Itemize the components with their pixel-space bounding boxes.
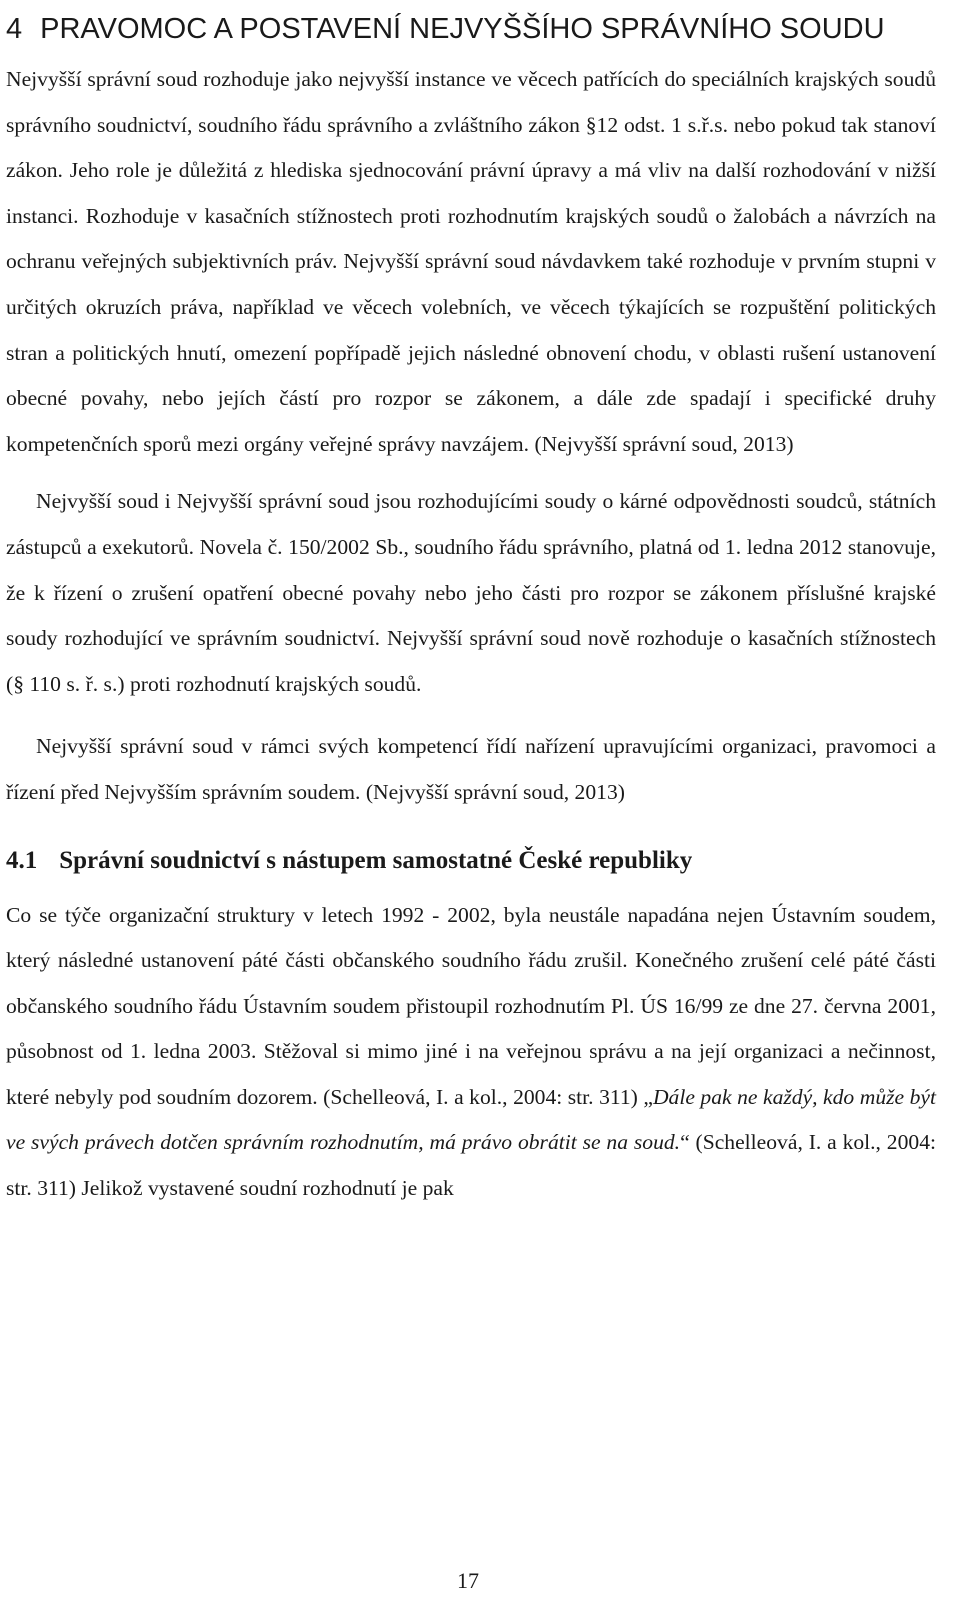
document-page xyxy=(6,0,936,1212)
chapter-heading xyxy=(6,0,936,57)
section-paragraph-text-after: “ (Schelleová, I. a kol., 2004: str. 311) Jelikož vystavené soudní rozhodnutí je pak xyxy=(6,1130,936,1201)
chapter-number: 4 xyxy=(6,13,23,45)
section-paragraph xyxy=(6,893,936,1212)
section-paragraph-text: Co se týče organizační struktury v letech 1992 - 2002, byla neustále napadána nejen Ústavním soudem, který následné ustanovení páté části občanského soudního řádu zrušil. Konečného zrušení celé páté části občanského soudního řádu Ústavním soudem přistoupil rozhodnutím Pl. ÚS 16/99 ze dne 27. června 2001, působnost od 1. ledna 2003. Stěžoval si mimo jiné i na veřejnou správu a na její organizaci a nečinnost, které nebyly pod soudním dozorem. (Schelleová, I. a kol., 2004: str. 311) „ xyxy=(6,902,936,1109)
section-number: 4.1 xyxy=(6,846,38,874)
page-number: 17 xyxy=(457,1568,479,1593)
section-heading xyxy=(6,836,936,886)
paragraph-3: Nejvyšší správní soud v rámci svých kompetencí řídí nařízení upravujícími organizaci, pravomoci a řízení před Nejvyšším správním soudem. (Nejvyšší správní soud, 2013) xyxy=(6,734,936,804)
paragraph-2: Nejvyšší soud i Nejvyšší správní soud jsou rozhodujícími soudy o kárné odpovědnosti soudců, státních zástupců a exekutorů. Novela č. 150/2002 Sb., soudního řádu správního, platná od 1. ledna 2012 stanovuje, že k řízení o zrušení opatření obecné povahy nebo jeho části pro rozpor se zákonem příslušné krajské soudy rozhodující ve správním soudnictví. Nejvyšší správní soud nově rozhoduje o kasačních stížnostech (§ 110 s. ř. s.) proti rozhodnutí krajských soudů. xyxy=(6,489,936,696)
paragraph-1: Nejvyšší správní soud rozhoduje jako nejvyšší instance ve věcech patřících do speciálních krajských soudů správního soudnictví, soudního řádu správního a zvláštního zákon §12 odst. 1 s.ř.s. nebo pokud tak stanoví zákon. Jeho role je důležitá z hlediska sjednocování právní úpravy a má vliv na další rozhodování v nižší instanci. Rozhoduje v kasačních stížnostech proti rozhodnutím krajských soudů o žalobách a návrzích na ochranu veřejných subjektivních práv. Nejvyšší správní soud návdavkem také rozhoduje v prvním stupni v určitých okruzích práva, například ve věcech volebních, ve věcech týkajících se rozpuštění politických stran a politických hnutí, omezení popřípadě jejich následné obnovení chodu, v oblasti rušení ustanovení obecné povahy, nebo jejích částí pro rozpor se zákonem, a dále zde spadají i specifické druhy kompetenčních sporů mezi orgány veřejné správy navzájem. (Nejvyšší správní soud, 2013) xyxy=(6,67,936,456)
section-title: Správní soudnictví s nástupem samostatné České republiky xyxy=(59,846,693,874)
chapter-title: PRAVOMOC A POSTAVENÍ NEJVYŠŠÍHO SPRÁVNÍHO SOUDU xyxy=(40,13,885,45)
section-paragraph-quote: Dále pak ne každý, kdo může být ve svých právech dotčen správním rozhodnutím, má právo obrátit se na soud. xyxy=(6,1084,936,1155)
